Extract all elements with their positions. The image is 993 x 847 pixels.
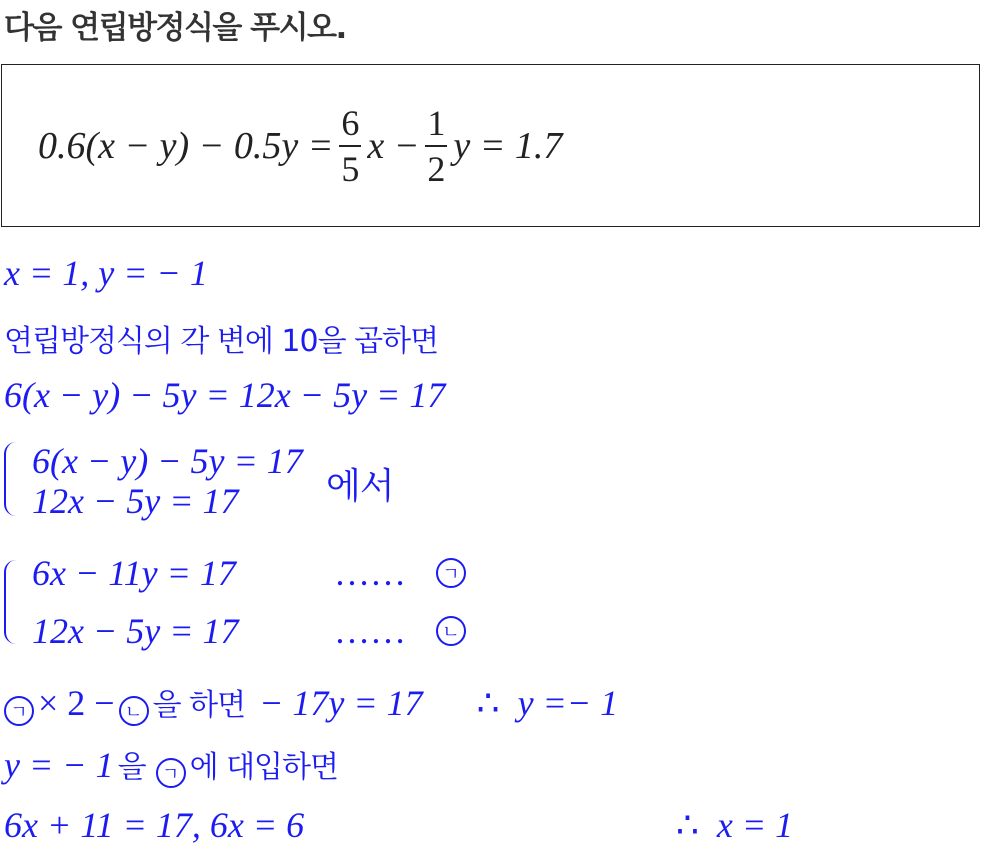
fraction-denominator: 5: [341, 149, 360, 189]
step3-times: × 2 −: [38, 683, 115, 723]
circled-nieun-icon: ㄴ: [436, 616, 466, 646]
answer-result: x = 1, y = − 1: [4, 253, 208, 293]
step5-therefore: ∴: [676, 805, 699, 845]
step3-text: 을 하면: [152, 688, 246, 723]
fraction-numerator: 6: [341, 103, 360, 143]
step4-line: [4, 742, 338, 788]
system2-dots1: ……: [334, 553, 406, 593]
problem-title: 다음 연립방정식을 푸시오.: [4, 10, 346, 46]
fraction-numerator: 1: [427, 103, 446, 143]
step4-text1: 을: [117, 750, 146, 785]
circled-nieun-icon: ㄴ: [119, 696, 149, 726]
step5-conclusion: [676, 804, 793, 846]
left-brace: [4, 442, 18, 516]
step3-result: y =− 1: [517, 683, 619, 723]
question-box: [1, 64, 980, 227]
step3-equation: − 17y = 17: [259, 683, 423, 723]
step4-text2: 에 대입하면: [189, 750, 338, 785]
fraction-bar: [339, 145, 361, 147]
fraction-bar: [425, 145, 447, 147]
system2-dots2: ……: [334, 611, 406, 651]
question-equation: [38, 105, 562, 187]
equation-middle: x −: [367, 125, 420, 167]
step5-result: x = 1: [716, 805, 794, 845]
equation-rhs: y = 1.7: [453, 125, 563, 167]
system1-suffix: 에서: [326, 466, 394, 507]
system2-row2: 12x − 5y = 17: [32, 611, 239, 651]
step4-lead: y = − 1: [4, 745, 114, 785]
step1-equation: 6(x − y) − 5y = 12x − 5y = 17: [4, 375, 446, 415]
step3-therefore: ∴: [476, 683, 500, 723]
system2-row1: 6x − 11y = 17: [32, 553, 236, 593]
step3-line: [4, 680, 618, 726]
system1-row2: 12x − 5y = 17: [32, 481, 239, 521]
fraction-denominator: 2: [427, 149, 446, 189]
step5-equation: 6x + 11 = 17, 6x = 6: [4, 805, 305, 845]
fraction-six-fifths: [339, 105, 361, 187]
circled-giyeok-icon: ㄱ: [156, 758, 186, 788]
system-2: [4, 552, 484, 651]
left-brace: [4, 560, 18, 644]
system-1: [4, 440, 424, 520]
circled-giyeok-icon: ㄱ: [436, 558, 466, 588]
system1-row1: 6(x − y) − 5y = 17: [32, 441, 303, 481]
equation-lhs: 0.6(x − y) − 0.5y =: [38, 125, 334, 167]
fraction-one-half: [425, 105, 447, 187]
circled-giyeok-icon: ㄱ: [4, 696, 34, 726]
step5-line: [4, 804, 304, 846]
step1-text: 연립방정식의 각 변에 10을 곱하면: [4, 324, 439, 359]
